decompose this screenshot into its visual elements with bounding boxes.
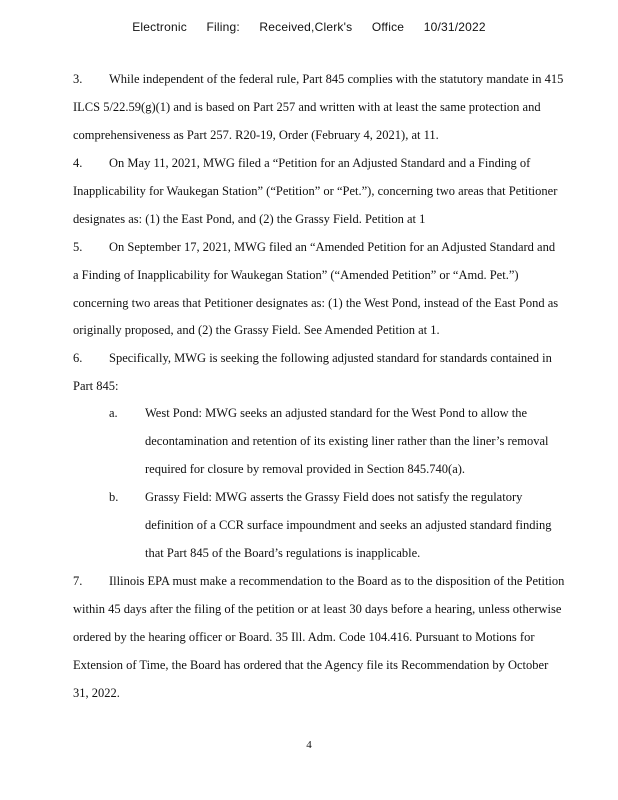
paragraph-3-line-3: comprehensiveness as Part 257. R20-19, Order (February 4, 2021), at 11. <box>73 128 439 142</box>
paragraph-3-line-2: ILCS 5/22.59(g)(1) and is based on Part 257 and written with at least the same protection and <box>73 100 541 114</box>
paragraph-number: 4. <box>73 156 83 170</box>
paragraph-4-line-3: designates as: (1) the East Pond, and (2) the Grassy Field. Petition at 1 <box>73 212 426 226</box>
paragraph-7-line-5: 31, 2022. <box>73 686 120 700</box>
paragraph-3-line-1: 3. While independent of the federal rule, Part 845 complies with the statutory mandate in 415 <box>73 72 564 86</box>
paragraph-4-line-1: 4. On May 11, 2021, MWG filed a “Petition for an Adjusted Standard and a Finding of <box>73 156 531 170</box>
paragraph-6-line-2: Part 845: <box>73 379 119 393</box>
paragraph-6-line-1: 6. Specifically, MWG is seeking the following adjusted standard for standards contained in <box>73 351 552 365</box>
paragraph-7-line-2: within 45 days after the filing of the petition or at least 30 days before a hearing, unless otherwise <box>73 602 562 616</box>
subitem-b-letter: b. <box>109 490 119 504</box>
subitem-b-line-3: that Part 845 of the Board’s regulations is inapplicable. <box>145 546 421 560</box>
paragraph-number: 6. <box>73 351 83 365</box>
paragraph-5-line-3: concerning two areas that Petitioner designates as: (1) the West Pond, instead of the East Pond as <box>73 296 559 310</box>
paragraph-5-line-2: a Finding of Inapplicability for Waukegan Station” (“Amended Petition” or “Amd. Pet.”) <box>73 268 519 282</box>
subitem-a-line-1: West Pond: MWG seeks an adjusted standard for the West Pond to allow the <box>145 406 528 420</box>
subitem-a-line-3: required for closure by removal provided in Section 845.740(a). <box>145 462 466 476</box>
subitem-a-letter: a. <box>109 406 118 420</box>
paragraph-5-line-4: originally proposed, and (2) the Grassy Field. See Amended Petition at 1. <box>73 323 440 337</box>
page-number: 4 <box>306 739 312 751</box>
header-electronic: Electronic <box>132 20 187 34</box>
paragraph-7-line-4: Extension of Time, the Board has ordered that the Agency file its Recommendation by October <box>73 658 549 672</box>
subitem-b-line-2: definition of a CCR surface impoundment and seeks an adjusted standard finding <box>145 518 552 532</box>
filing-stamp-header <box>0 20 618 34</box>
paragraph-number: 3. <box>73 72 83 86</box>
paragraph-number: 7. <box>73 574 83 588</box>
paragraph-7-line-1: 7. Illinois EPA must make a recommendation to the Board as to the disposition of the Petition <box>73 574 565 588</box>
paragraph-7-line-3: ordered by the hearing officer or Board. 35 Ill. Adm. Code 104.416. Pursuant to Motions for <box>73 630 535 644</box>
header-office: Office <box>371 20 405 34</box>
subitem-a-line-2: decontamination and retention of its existing liner rather than the liner’s removal <box>145 434 549 448</box>
paragraph-number: 5. <box>73 240 83 254</box>
header-received: Received,Clerk's <box>259 20 353 34</box>
paragraph-5-line-1: 5. On September 17, 2021, MWG filed an “Amended Petition for an Adjusted Standard and <box>73 240 556 254</box>
subitem-b-line-1: Grassy Field: MWG asserts the Grassy Field does not satisfy the regulatory <box>145 490 523 504</box>
paragraph-4-line-2: Inapplicability for Waukegan Station” (“Petition” or “Pet.”), concerning two areas that Petitioner <box>73 184 558 198</box>
header-filing: Filing: <box>206 20 240 34</box>
header-date: 10/31/2022 <box>423 20 486 34</box>
